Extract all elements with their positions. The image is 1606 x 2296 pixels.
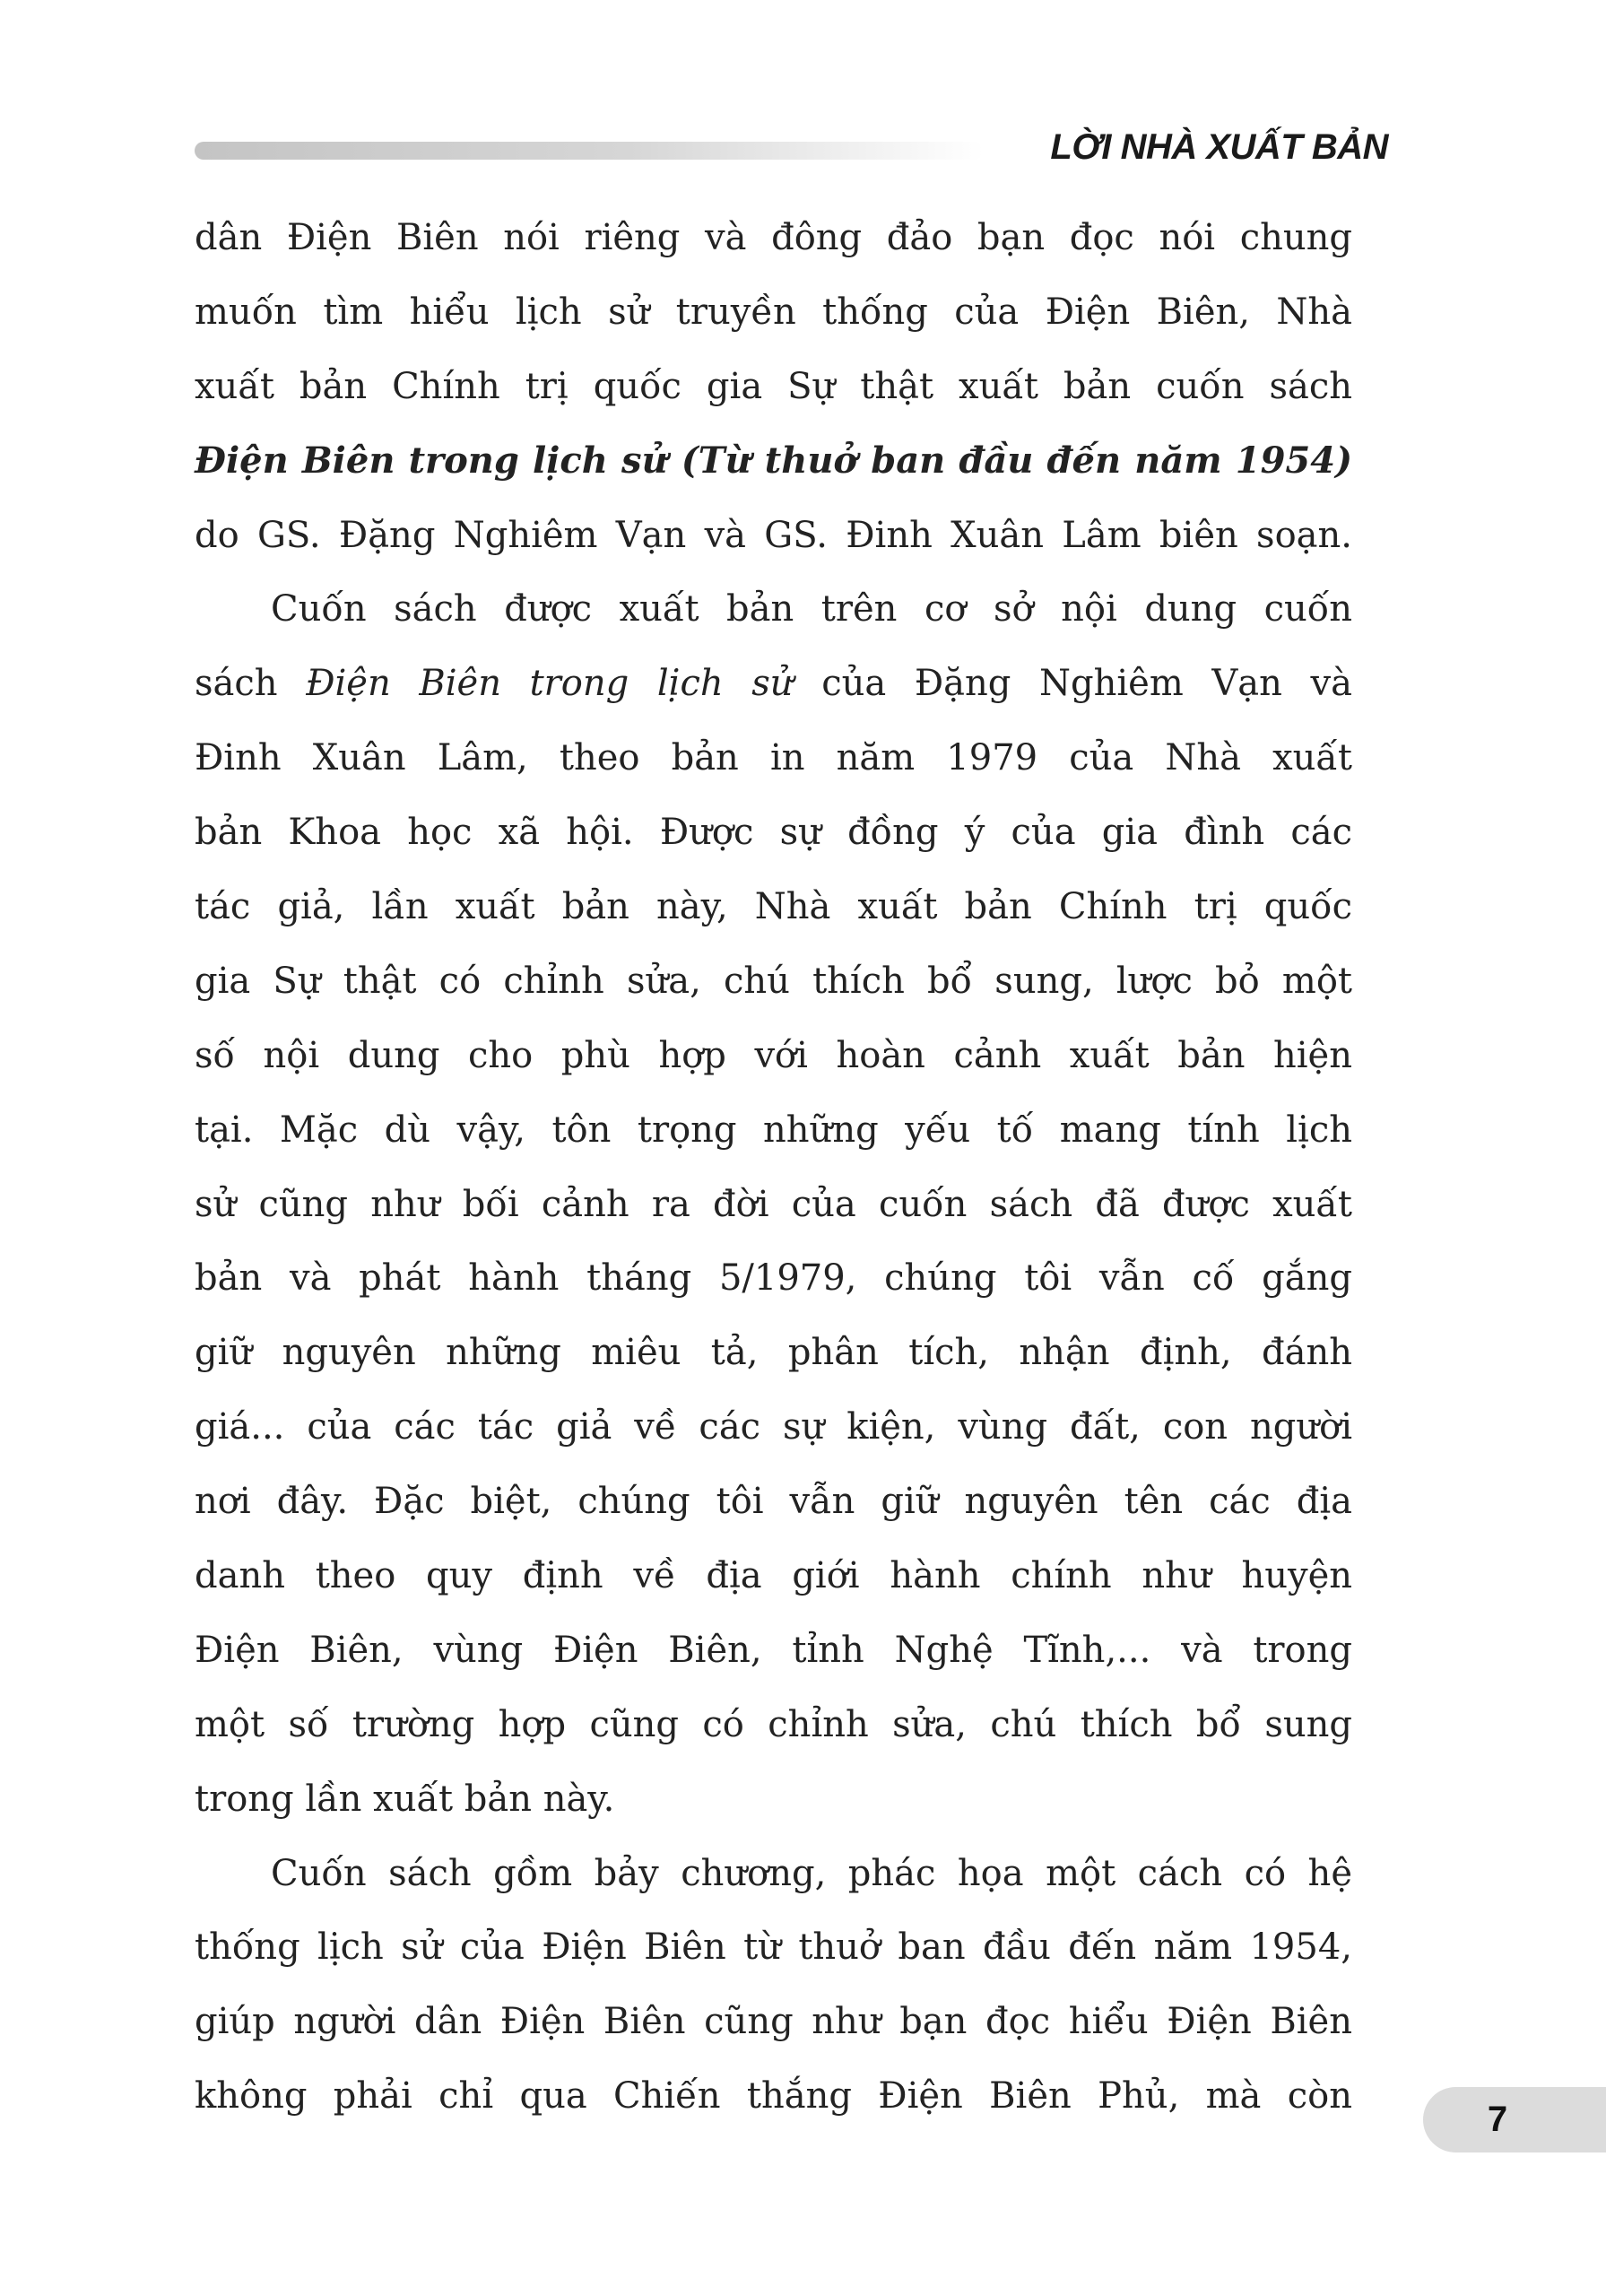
text-line: [195, 1688, 1352, 1762]
text-run: thống lịch sử của Điện Biên từ thuở ban đầu đến năm 1954,: [195, 1926, 1352, 1969]
text-run: Cuốn sách được xuất bản trên cơ sở nội dung cuốn: [271, 588, 1352, 631]
text-run: một số trường hợp cũng có chỉnh sửa, chú thích bổ sung: [195, 1703, 1352, 1745]
text-run: danh theo quy định về địa giới hành chính như huyện: [195, 1555, 1352, 1597]
text-line: [195, 2059, 1352, 2134]
text-run: nơi đây. Đặc biệt, chúng tôi vẫn giữ nguyên tên các địa: [195, 1481, 1352, 1523]
text-line: [195, 1316, 1352, 1390]
text-line: [195, 647, 1352, 721]
text-line: [195, 796, 1352, 870]
text-line: [195, 424, 1352, 499]
text-run: bản Khoa học xã hội. Được sự đồng ý của gia đình các: [195, 812, 1352, 854]
text-run: giữ nguyên những miêu tả, phân tích, nhận định, đánh: [195, 1332, 1352, 1374]
running-header: LỜI NHÀ XUẤT BẢN: [1050, 127, 1388, 167]
text-line: [195, 1093, 1352, 1168]
book-title-italic: Điện Biên trong lịch sử: [306, 663, 794, 705]
page-number: 7: [1487, 2100, 1508, 2139]
text-run: muốn tìm hiểu lịch sử truyền thống của Điện Biên, Nhà: [195, 291, 1352, 333]
book-title-bold-italic: Điện Biên trong lịch sử (Từ thuở ban đầu đến năm 1954): [195, 439, 1352, 482]
text-run: của Đặng Nghiêm Vạn và: [793, 663, 1352, 705]
text-line: [195, 1168, 1352, 1242]
text-line: [195, 1613, 1352, 1688]
text-run: giá... của các tác giả về các sự kiện, vùng đất, con người: [195, 1406, 1352, 1448]
body-text: [195, 201, 1352, 2134]
text-line: [195, 944, 1352, 1019]
text-run: dân Điện Biên nói riêng và đông đảo bạn đọc nói chung: [195, 217, 1352, 258]
text-run: trong lần xuất bản này.: [195, 1778, 615, 1820]
text-line: [195, 350, 1352, 424]
text-run: tác giả, lần xuất bản này, Nhà xuất bản Chính trị quốc: [195, 886, 1352, 928]
text-line: [195, 1910, 1352, 1985]
text-run: Cuốn sách gồm bảy chương, phác họa một cách có hệ: [271, 1852, 1352, 1894]
text-line: [195, 1241, 1352, 1316]
text-line: [195, 1837, 1352, 1911]
text-line: [195, 201, 1352, 275]
text-line: [195, 721, 1352, 796]
text-line: [195, 572, 1352, 647]
text-run: bản và phát hành tháng 5/1979, chúng tôi vẫn cố gắng: [195, 1257, 1352, 1300]
text-run: Điện Biên, vùng Điện Biên, tỉnh Nghệ Tĩnh,... và trong: [195, 1629, 1352, 1671]
text-run: số nội dung cho phù hợp với hoàn cảnh xuất bản hiện: [195, 1034, 1352, 1076]
text-run: sử cũng như bối cảnh ra đời của cuốn sách đã được xuất: [195, 1183, 1352, 1225]
text-line: [195, 1539, 1352, 1613]
text-run: Đinh Xuân Lâm, theo bản in năm 1979 của Nhà xuất: [195, 737, 1352, 779]
text-line: [195, 1019, 1352, 1093]
text-run: giúp người dân Điện Biên cũng như bạn đọc hiểu Điện Biên: [195, 2001, 1352, 2043]
text-line: [195, 870, 1352, 944]
text-line: [195, 1985, 1352, 2059]
text-run: sách: [195, 663, 307, 705]
text-run: gia Sự thật có chỉnh sửa, chú thích bổ sung, lược bỏ một: [195, 960, 1352, 1002]
text-run: do GS. Đặng Nghiêm Vạn và GS. Đinh Xuân Lâm biên soạn.: [195, 514, 1352, 556]
text-line: [195, 1762, 1352, 1837]
text-line: [195, 499, 1352, 573]
text-run: xuất bản Chính trị quốc gia Sự thật xuất bản cuốn sách: [195, 365, 1352, 407]
text-run: tại. Mặc dù vậy, tôn trọng những yếu tố mang tính lịch: [195, 1109, 1352, 1151]
text-line: [195, 1465, 1352, 1539]
header-decorative-bar: [195, 142, 984, 160]
text-run: không phải chỉ qua Chiến thắng Điện Biên Phủ, mà còn: [195, 2075, 1352, 2118]
text-line: [195, 275, 1352, 350]
text-line: [195, 1390, 1352, 1465]
